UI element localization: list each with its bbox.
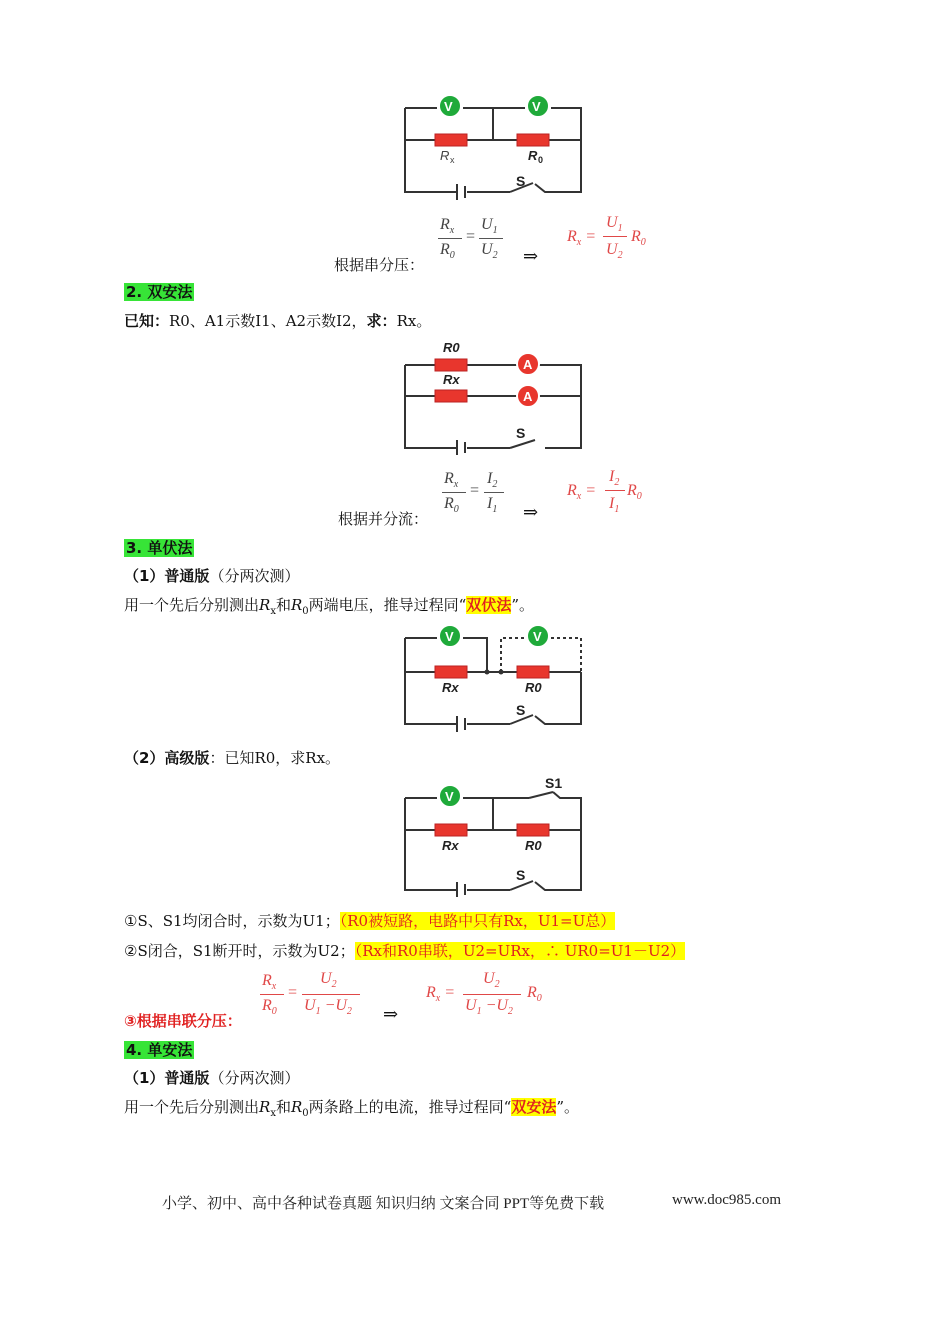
v2-meter-label: V bbox=[532, 99, 541, 114]
footer-text: 小学、初中、高中各种试卷真题 知识归纳 文案合同 PPT等免费下载 bbox=[162, 1196, 605, 1212]
svg-text:Rx: Rx bbox=[442, 838, 459, 853]
svg-text:0: 0 bbox=[538, 155, 544, 165]
svg-text:S: S bbox=[516, 425, 526, 441]
circuit-single-voltmeter-advanced bbox=[395, 772, 595, 897]
section3-sub1-text: 用一个先后分别测出$R_x$和$R_0$两端电压，推导过程同“双伏法”。 bbox=[124, 596, 534, 617]
section3-heading: 3. 单伏法 bbox=[126, 539, 193, 557]
svg-text:x: x bbox=[450, 155, 455, 165]
highlight-double-ammeter: 双安法 bbox=[511, 1098, 557, 1116]
section4-sub1-text: 用一个先后分别测出$R_x$和$R_0$两条路上的电流，推导过程同“双安法”。 bbox=[124, 1098, 579, 1119]
svg-text:V: V bbox=[533, 629, 542, 644]
formula-prefix-parallel: 根据并分流： bbox=[338, 510, 429, 528]
implies-arrow: ⇒ bbox=[523, 246, 539, 267]
svg-text:S: S bbox=[516, 867, 526, 883]
svg-text:V: V bbox=[445, 789, 454, 804]
svg-text:R: R bbox=[440, 148, 450, 163]
section4-heading: 4. 单安法 bbox=[126, 1041, 193, 1059]
circuit-double-ammeter bbox=[395, 340, 595, 455]
svg-text:R0: R0 bbox=[525, 680, 542, 695]
circuit-single-voltmeter-basic bbox=[395, 620, 595, 732]
svg-text:R0: R0 bbox=[443, 340, 460, 355]
v1-meter-label: V bbox=[444, 99, 453, 114]
footer-link[interactable]: www.doc985.com bbox=[672, 1192, 782, 1208]
section3-step2: ②S闭合，S1断开时，示数为U2；（Rx和R0串联，U2=URx，∴ UR0=U1－U2） bbox=[124, 942, 686, 960]
svg-text:S: S bbox=[516, 173, 526, 189]
svg-text:S: S bbox=[516, 702, 526, 718]
svg-text:A: A bbox=[523, 389, 533, 404]
section2-known: 已知：R0、A1示数I1、A2示数I2，求：Rx。 bbox=[124, 312, 432, 330]
formula-prefix-series: 根据串分压： bbox=[334, 256, 425, 274]
section3-step3: ③根据串联分压： bbox=[124, 1012, 242, 1030]
section3-sub2-title: （2）高级版：已知R0，求Rx。 bbox=[124, 749, 341, 767]
svg-text:Rx: Rx bbox=[442, 680, 459, 695]
svg-text:Rx: Rx bbox=[443, 372, 460, 387]
highlight-double-voltmeter: 双伏法 bbox=[466, 596, 512, 614]
section2-heading: 2. 双安法 bbox=[126, 283, 193, 301]
svg-text:V: V bbox=[445, 629, 454, 644]
section3-step1: ①S、S1均闭合时，示数为U1；（R0被短路，电路中只有Rx，U1=U总） bbox=[124, 912, 616, 930]
section3-sub1-title: （1）普通版（分两次测） bbox=[124, 567, 300, 585]
svg-text:R: R bbox=[528, 148, 538, 163]
section4-sub1-title: （1）普通版（分两次测） bbox=[124, 1069, 300, 1087]
svg-text:A: A bbox=[523, 357, 533, 372]
svg-text:R0: R0 bbox=[525, 838, 542, 853]
svg-text:S1: S1 bbox=[545, 775, 563, 791]
circuit-double-voltmeter bbox=[395, 88, 595, 200]
